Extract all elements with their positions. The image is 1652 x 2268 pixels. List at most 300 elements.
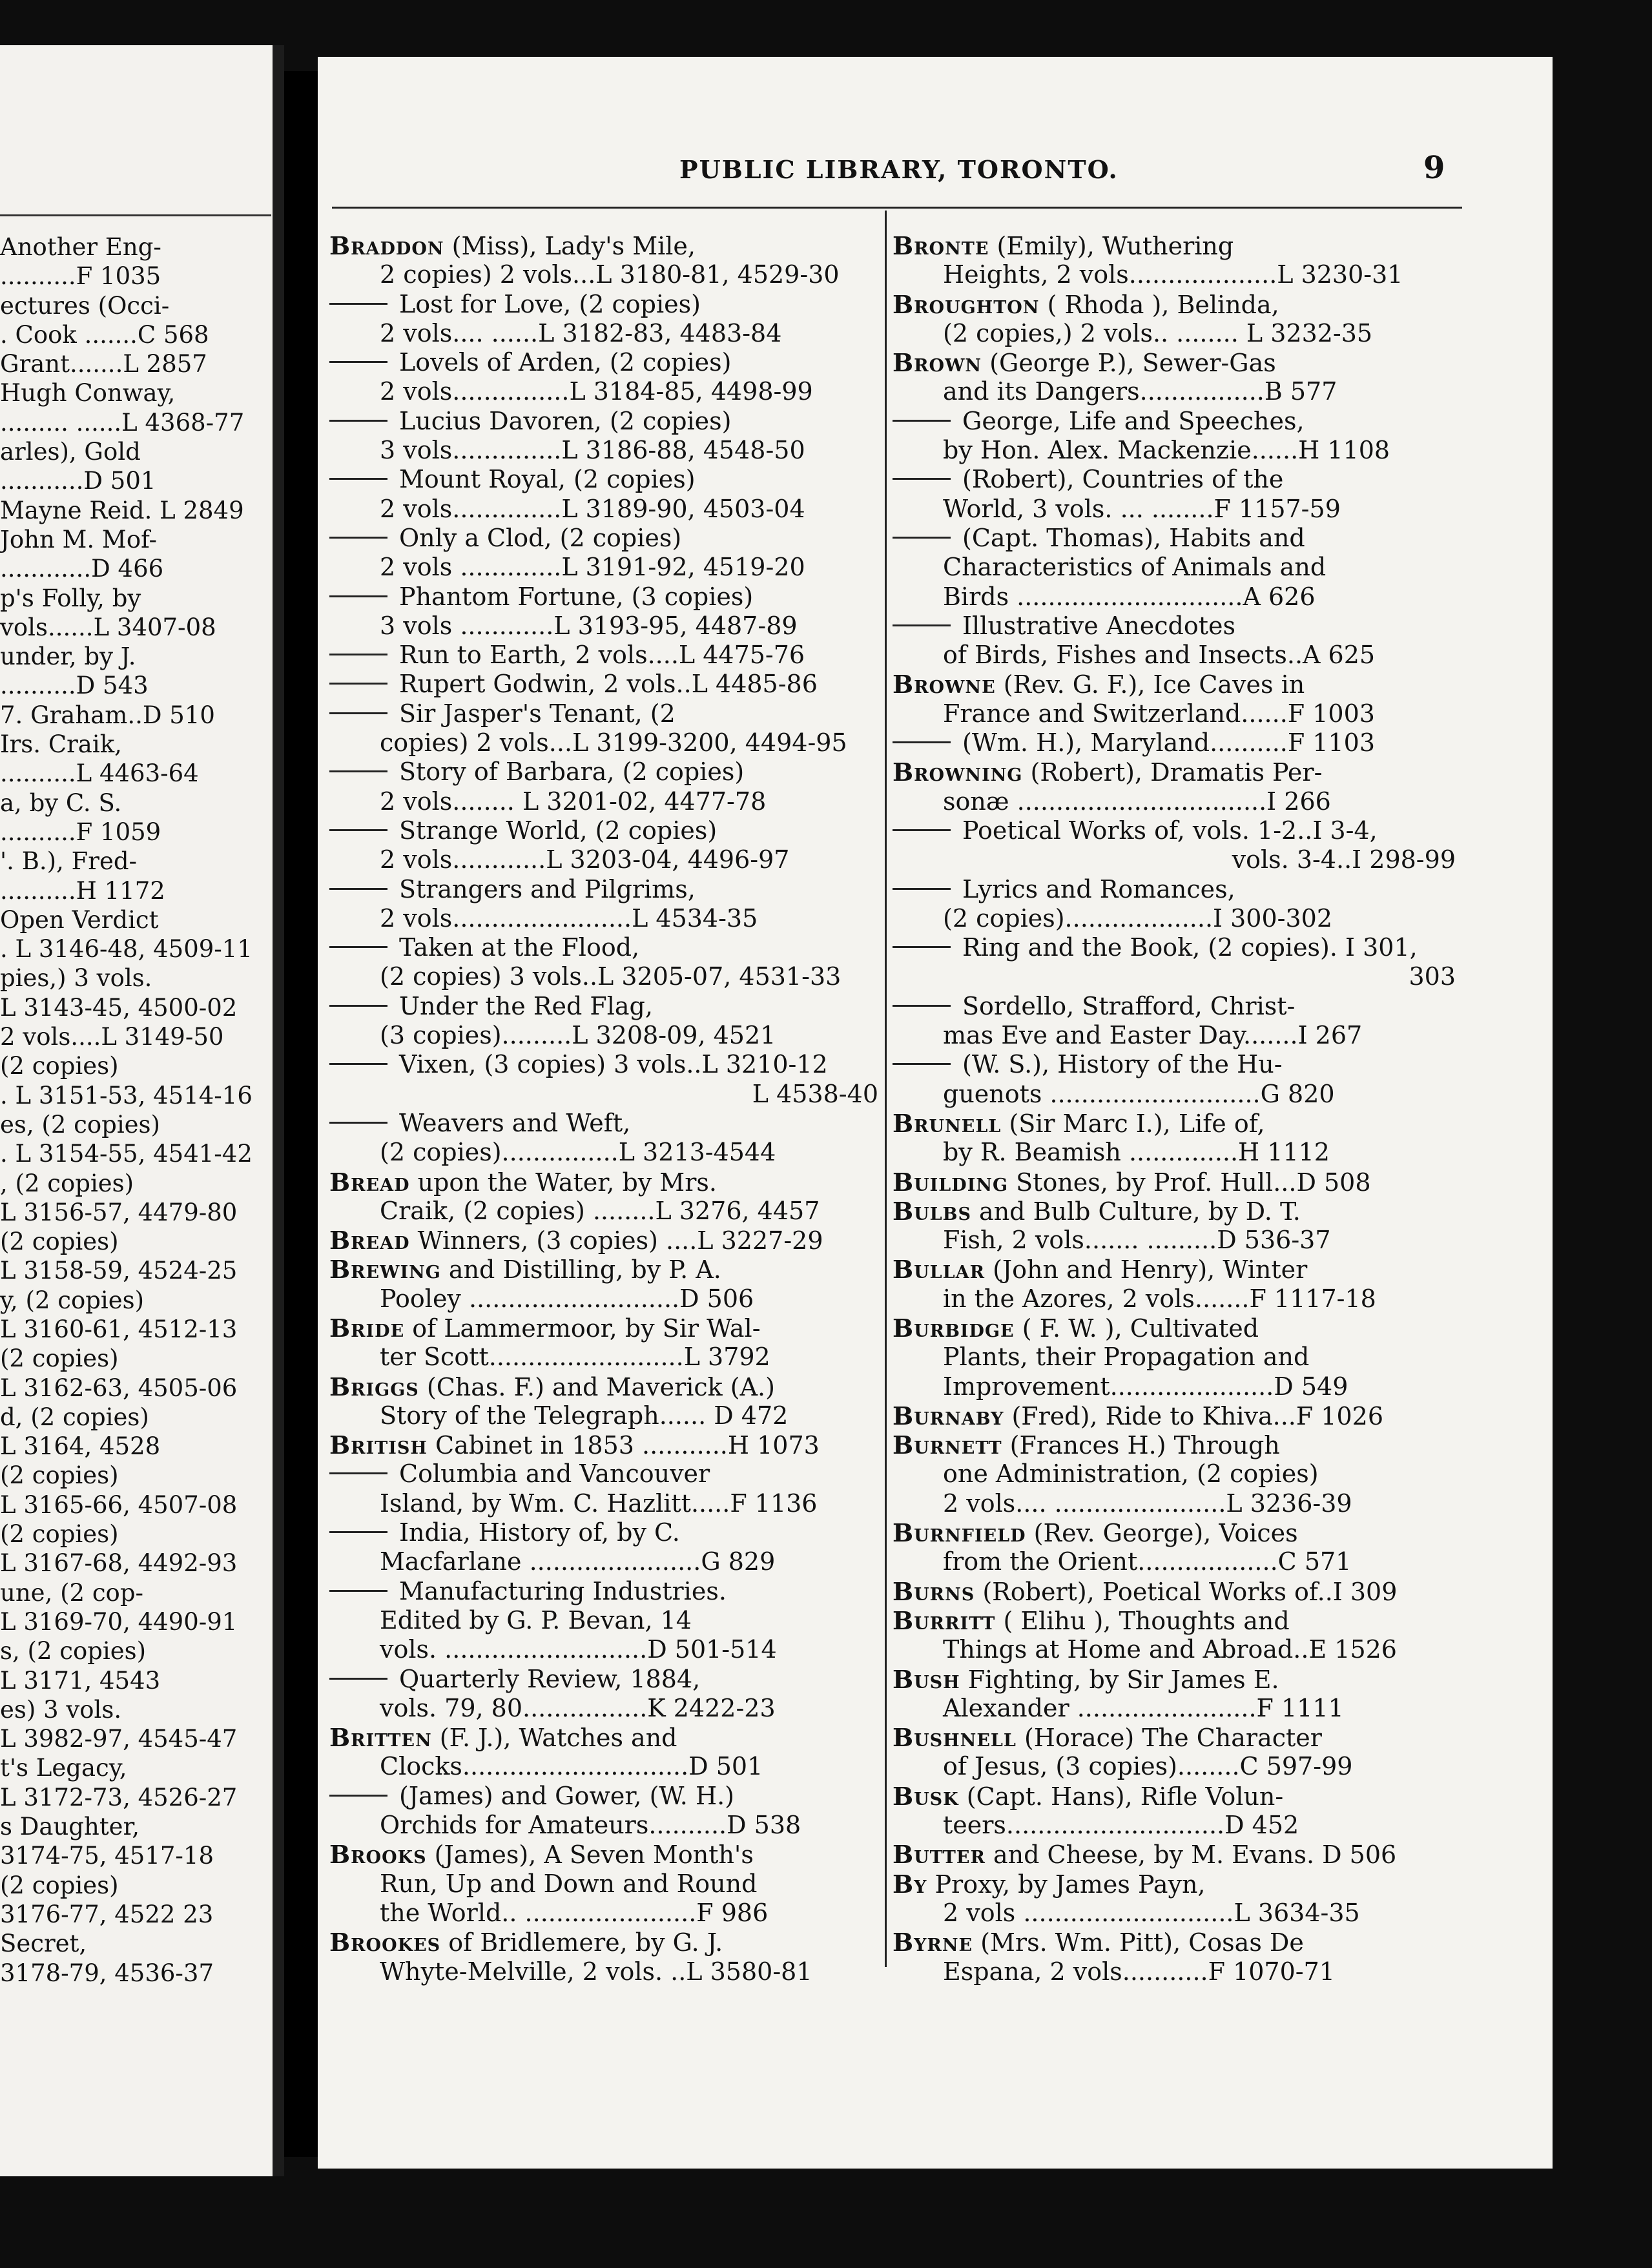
entry-text: Only a Clod, (2 copies) [399,523,682,552]
entry-heading: Braddon [329,231,444,260]
entry-continuation: World, 3 vols. ... ........F 1157-59 [943,494,1341,523]
entry-continuation: Espana, 2 vols...........F 1070-71 [943,1957,1335,1986]
left-page-line: L 3162-63, 4505-06 [0,1374,238,1402]
catalog-entry-line [893,407,1456,436]
left-page-line: Another Eng- [0,233,161,261]
catalog-entry-line [893,1870,1456,1899]
left-page-line: (2 copies) [0,1871,119,1899]
catalog-entry-line [893,1665,1456,1694]
entry-heading: Burritt [893,1605,996,1635]
entry-text: and Distilling, by P. A. [440,1255,721,1284]
catalog-entry-line [893,1109,1456,1138]
catalog-entry-line [893,875,1456,904]
catalog-entry-line [893,260,1456,289]
catalog-entry-line [329,465,878,494]
entry-heading: Burns [893,1576,975,1606]
entry-continuation: Orchids for Amateurs..........D 538 [380,1811,801,1840]
left-page-line: (2 copies) [0,1345,119,1373]
catalog-entry-line [329,231,878,260]
catalog-entry-line [329,348,878,377]
entry-continuation: 2 vols.... ......L 3182-83, 4483-84 [380,318,782,347]
catalog-entry-line [329,1314,878,1343]
ditto-dash [329,537,387,539]
entry-heading: Brewing [329,1255,441,1284]
entry-text: (Emily), Wuthering [989,232,1234,260]
entry-continuation: (2 copies) 3 vols..L 3205-07, 4531-33 [380,962,841,991]
facing-page-left [0,45,276,2176]
catalog-entry-line [893,758,1456,787]
entry-text: Run to Earth, 2 vols....L 4475-76 [399,641,805,670]
ditto-dash [893,1005,951,1007]
catalog-entry-line [893,1168,1456,1197]
entry-continuation: teers............................D 452 [943,1811,1299,1840]
catalog-entry-line [329,1577,878,1606]
left-page-line: John M. Mof- [0,525,157,553]
entry-heading: Brookes [329,1928,441,1957]
catalog-entry-line [329,816,878,845]
entry-continuation: 2 vols.......................L 4534-35 [380,903,758,933]
catalog-entry-line [329,1021,878,1050]
catalog-entry-line [329,875,878,904]
entry-continuation: Alexander .......................F 1111 [943,1693,1344,1722]
catalog-entry-line [893,1723,1456,1752]
entry-text: (Chas. F.) and Maverick (A.) [418,1372,775,1401]
entry-text: Ring and the Book, (2 copies). I 301, [962,933,1418,962]
page-number: 9 [1423,150,1445,186]
catalog-entry-line [893,1606,1456,1635]
entry-continuation: Things at Home and Abroad..E 1526 [943,1635,1397,1664]
entry-continuation: France and Switzerland......F 1003 [943,699,1375,728]
left-page-line: L 3164, 4528 [0,1432,161,1461]
catalog-entry-line [893,845,1456,874]
entry-text: Strange World, (2 copies) [399,816,718,845]
ditto-dash [893,420,951,422]
entry-text: (George P.), Sewer-Gas [982,349,1276,378]
header-rule [332,207,1462,209]
entry-text: Story of Barbara, (2 copies) [399,758,745,787]
entry-text: Sordello, Strafford, Christ- [962,991,1296,1020]
entry-heading: Bulbs [893,1196,971,1226]
entry-text: ( Elihu ), Thoughts and [995,1606,1290,1635]
left-page-line: under, by J. [0,643,136,671]
catalog-entry-line [893,1811,1456,1840]
left-page-line: arles), Gold [0,438,141,466]
ditto-dash [329,478,387,480]
entry-text: Mount Royal, (2 copies) [399,465,696,494]
entry-continuation: 3 vols ............L 3193-95, 4487-89 [380,611,798,640]
entry-continuation: 2 vols.... ......................L 3236-39 [943,1489,1352,1518]
entry-text: (Fred), Ride to Khiva...F 1026 [1004,1401,1384,1430]
catalog-entry-line [893,231,1456,260]
column-divider [885,211,887,1967]
left-page-line: L 3143-45, 4500-02 [0,993,238,1022]
entry-text: (Frances H.) Through [1002,1431,1280,1460]
left-page-line: ..........H 1172 [0,876,165,905]
catalog-entry-line [329,1168,878,1197]
entry-text: (Capt. Thomas), Habits and [962,523,1305,552]
left-page-line: ......... ......L 4368-77 [0,408,245,437]
left-page-line: (2 copies) [0,1520,119,1549]
ditto-dash [329,1063,387,1065]
catalog-entry-line [893,290,1456,319]
entry-text: Lovels of Arden, (2 copies) [399,348,732,377]
left-page-line: t's Legacy, [0,1754,127,1782]
ditto-dash [893,888,951,890]
entry-text: Illustrative Anecdotes [962,611,1235,640]
entry-continuation: vols. 3-4..I 298-99 [1232,845,1456,874]
ditto-dash [329,654,387,655]
entry-continuation: vols. 79, 80................K 2422-23 [380,1693,776,1722]
entry-continuation: ter Scott.........................L 3792 [380,1343,770,1372]
entry-continuation: by Hon. Alex. Mackenzie......H 1108 [943,436,1390,465]
entry-text: (Miss), Lady's Mile, [444,232,696,260]
entry-text: of Lammermoor, by Sir Wal- [404,1314,761,1343]
catalog-entry-line [329,436,878,465]
entry-text: (Robert), Countries of the [962,465,1284,494]
entry-text: (Rev. G. F.), Ice Caves in [995,670,1305,699]
left-page-line: ..........F 1059 [0,818,161,846]
catalog-entry-line [329,1694,878,1723]
entry-continuation: Island, by Wm. C. Hazlitt.....F 1136 [380,1489,818,1518]
entry-text: (Wm. H.), Maryland..........F 1103 [962,728,1376,758]
ditto-dash [893,624,951,626]
left-page-line: vols......L 3407-08 [0,613,216,641]
entry-text: Proxy, by James Payn, [927,1870,1206,1899]
left-page-column [0,232,265,1988]
entry-heading: Browning [893,758,1023,787]
page-gutter [273,45,284,2176]
catalog-entry-line [893,465,1456,494]
catalog-entry-line [893,319,1456,348]
catalog-entry-line [893,1401,1456,1430]
entry-text: and Bulb Culture, by D. T. [971,1197,1301,1226]
entry-heading: Bread [329,1167,410,1197]
entry-heading: Bush [893,1664,960,1694]
left-page-line: L 3158-59, 4524-25 [0,1257,238,1285]
entry-text: Poetical Works of, vols. 1-2..I 3-4, [962,816,1378,845]
entry-heading: Brooks [329,1840,427,1870]
entry-continuation: by R. Beamish ..............H 1112 [943,1138,1330,1167]
entry-continuation: 2 vols .............L 3191-92, 4519-20 [380,553,805,582]
entry-text: Strangers and Pilgrims, [399,874,696,903]
entry-heading: Burnaby [893,1401,1004,1430]
ditto-dash [329,829,387,831]
catalog-entry-line [329,699,878,728]
catalog-entry-line [329,1870,878,1899]
entry-continuation: L 4538-40 [752,1079,878,1108]
catalog-entry-line [893,1752,1456,1781]
entry-text: upon the Water, by Mrs. [409,1168,717,1197]
catalog-entry-line [329,933,878,962]
catalog-entry-line [893,1957,1456,1986]
catalog-entry-line [893,1197,1456,1226]
entry-text: Weavers and Weft, [399,1108,631,1137]
entry-continuation: 303 [1409,962,1456,991]
entry-text: and Cheese, by M. Evans. D 506 [985,1840,1397,1870]
entry-continuation: Whyte-Melville, 2 vols. ..L 3580-81 [380,1957,812,1986]
catalog-entry-line [893,1459,1456,1489]
entry-continuation: vols. ..........................D 501-514 [380,1635,777,1664]
entry-continuation: copies) 2 vols...L 3199-3200, 4494-95 [380,728,847,758]
entry-continuation: Run, Up and Down and Round [380,1869,758,1898]
left-page-line: Irs. Craik, [0,730,122,759]
header-rule-left [0,214,271,216]
entry-text: (John and Henry), Winter [985,1255,1308,1284]
entry-heading: Burnfield [893,1518,1026,1548]
entry-continuation: 2 vols............L 3203-04, 4496-97 [380,845,790,874]
left-page-line: ectures (Occi- [0,291,170,320]
catalog-entry-line [329,1665,878,1694]
catalog-entry-line [893,1080,1456,1109]
left-page-line: L 3171, 4543 [0,1666,161,1695]
catalog-entry-line [329,553,878,582]
left-page-line: . Cook .......C 568 [0,320,209,349]
entry-text: India, History of, by C. [399,1518,680,1547]
catalog-entry-line [893,1314,1456,1343]
entry-heading: Butter [893,1840,986,1870]
entry-text: (Capt. Hans), Rifle Volun- [958,1782,1284,1811]
catalog-entry-line [893,436,1456,465]
catalog-entry-line [329,1899,878,1928]
catalog-entry-line [893,641,1456,670]
catalog-entry-line [329,1197,878,1226]
catalog-column-right [893,231,1456,1986]
entry-text: Lucius Davoren, (2 copies) [399,406,732,435]
left-page-line: L 3156-57, 4479-80 [0,1198,238,1226]
entry-heading: Bronte [893,231,989,260]
entry-continuation: Birds .............................A 626 [943,582,1316,611]
catalog-entry-line [893,1840,1456,1869]
catalog-entry-line [329,1606,878,1635]
ditto-dash [893,478,951,480]
entry-text: Sir Jasper's Tenant, (2 [399,699,676,728]
catalog-entry-line [329,1928,878,1957]
entry-heading: Broughton [893,289,1040,319]
left-page-line: ..........F 1035 [0,262,161,291]
catalog-entry-line [329,1284,878,1314]
entry-continuation: 2 vols...............L 3184-85, 4498-99 [380,377,813,406]
entry-text: (Mrs. Wm. Pitt), Cosas De [973,1928,1304,1957]
entry-continuation: Plants, their Propagation and [943,1343,1310,1372]
left-page-line: es) 3 vols. [0,1695,122,1724]
entry-text: Fighting, by Sir James E. [960,1665,1279,1694]
catalog-entry-line [329,1226,878,1255]
catalog-entry-line [329,904,878,933]
catalog-entry-line [893,1899,1456,1928]
left-page-line: (2 copies) [0,1052,119,1080]
catalog-entry-line [329,407,878,436]
ditto-dash [329,1795,387,1797]
left-page-line: ..........L 4463-64 [0,759,199,788]
catalog-entry-line [893,1782,1456,1811]
left-page-line: L 3160-61, 4512-13 [0,1315,238,1343]
left-page-line: une, (2 cop- [0,1578,143,1607]
left-page-line: y, (2 copies) [0,1286,145,1314]
catalog-entry-line [329,1752,878,1781]
entry-text: Lyrics and Romances, [962,874,1235,903]
catalog-entry-line [893,992,1456,1021]
catalog-entry-line [893,1138,1456,1167]
entry-heading: Browne [893,670,996,699]
entry-continuation: (2 copies)...............L 3213-4544 [380,1138,776,1167]
catalog-entry-line [329,1489,878,1518]
catalog-entry-line [329,1080,878,1109]
catalog-entry-line [893,670,1456,699]
catalog-entry-line [329,377,878,406]
entry-heading: Byrne [893,1928,973,1957]
catalog-entry-line [893,553,1456,582]
entry-continuation: of Birds, Fishes and Insects..A 625 [943,641,1376,670]
left-page-line: L 3172-73, 4526-27 [0,1783,238,1811]
left-page-line: . L 3151-53, 4514-16 [0,1081,253,1109]
entry-continuation: 2 copies) 2 vols...L 3180-81, 4529-30 [380,260,840,289]
entry-text: Taken at the Flood, [399,933,640,962]
catalog-entry-line [893,1577,1456,1606]
catalog-entry-line [329,641,878,670]
catalog-entry-line [893,1518,1456,1547]
catalog-entry-line [329,319,878,348]
left-page-line: ............D 466 [0,555,164,583]
entry-continuation: 2 vols ...........................L 3634-35 [943,1898,1360,1927]
catalog-entry-line [329,1547,878,1576]
ditto-dash [329,888,387,890]
entry-continuation: Characteristics of Animals and [943,553,1327,582]
left-page-line: '. B.), Fred- [0,847,138,876]
entry-continuation: Heights, 2 vols...................L 3230-31 [943,260,1403,289]
left-page-line: Grant.......L 2857 [0,350,207,378]
ditto-dash [329,683,387,685]
page-header [318,150,1553,194]
left-page-line: Open Verdict [0,905,159,934]
catalog-entry-line [329,582,878,612]
entry-text: Phantom Fortune, (3 copies) [399,582,754,611]
left-page-line: pies,) 3 vols. [0,964,152,993]
entry-heading: Busk [893,1781,959,1811]
catalog-entry-line [329,1109,878,1138]
catalog-page [318,57,1553,2169]
catalog-entry-line [329,1050,878,1079]
catalog-entry-line [329,1343,878,1372]
entry-continuation: Story of the Telegraph...... D 472 [380,1401,789,1430]
entry-continuation: and its Dangers................B 577 [943,377,1337,406]
catalog-entry-line [329,728,878,758]
catalog-entry-line [329,992,878,1021]
ditto-dash [329,1678,387,1680]
left-page-line: 3176-77, 4522 23 [0,1900,214,1928]
catalog-entry-line [893,1226,1456,1255]
left-page-line: 3178-79, 4536-37 [0,1959,214,1987]
entry-heading: Bread [329,1226,410,1255]
entry-text: Winners, (3 copies) ....L 3227-29 [409,1226,823,1255]
entry-text: Stones, by Prof. Hull...D 508 [1008,1168,1371,1197]
catalog-column-left [329,231,878,1986]
ditto-dash [329,1472,387,1474]
ditto-dash [329,770,387,772]
entry-heading: Burbidge [893,1313,1015,1343]
left-page-line: ...........D 501 [0,467,156,495]
catalog-entry-line [893,1255,1456,1284]
entry-text: Manufacturing Industries. [399,1576,727,1605]
entry-heading: Briggs [329,1372,419,1401]
catalog-entry-line [329,1840,878,1869]
left-page-line: L 3982-97, 4545-47 [0,1725,238,1753]
entry-text: George, Life and Speeches, [962,406,1305,435]
catalog-entry-line [329,290,878,319]
ditto-dash [329,1122,387,1124]
entry-text: (Robert), Poetical Works of..I 309 [975,1577,1398,1606]
entry-continuation: (2 copies,) 2 vols.. ........ L 3232-35 [943,318,1373,347]
ditto-dash [329,595,387,597]
catalog-entry-line [329,1430,878,1459]
catalog-entry-line [329,1957,878,1986]
entry-continuation: Macfarlane ......................G 829 [380,1547,776,1576]
entry-heading: Building [893,1167,1009,1197]
left-page-line: d, (2 copies) [0,1403,149,1431]
catalog-entry-line [893,1343,1456,1372]
entry-heading: By [893,1869,927,1899]
running-head: PUBLIC LIBRARY, TORONTO. [679,155,1119,184]
ditto-dash [329,946,387,948]
entry-text: (Sir Marc I.), Life of, [1001,1109,1265,1138]
catalog-entry-line [893,1547,1456,1576]
entry-text: Columbia and Vancouver [399,1459,710,1489]
ditto-dash [329,1005,387,1007]
catalog-entry-line [893,904,1456,933]
entry-text: Cabinet in 1853 ...........H 1073 [427,1431,820,1460]
catalog-entry-line [329,1723,878,1752]
left-page-line: p's Folly, by [0,584,141,612]
catalog-entry-line [893,524,1456,553]
entry-continuation: Clocks.............................D 501 [380,1752,763,1781]
catalog-entry-line [893,1372,1456,1401]
entry-text: Rupert Godwin, 2 vols..L 4485-86 [399,670,818,699]
entry-continuation: one Administration, (2 copies) [943,1459,1319,1489]
book-spine [284,71,318,2157]
left-page-line: L 3167-68, 4492-93 [0,1549,238,1578]
entry-continuation: in the Azores, 2 vols.......F 1117-18 [943,1284,1376,1313]
ditto-dash [329,303,387,305]
entry-heading: Bullar [893,1255,986,1284]
entry-text: ( Rhoda ), Belinda, [1039,290,1279,319]
entry-continuation: sonæ ................................I 266 [943,787,1331,816]
catalog-entry-line [329,1255,878,1284]
entry-text: (Rev. George), Voices [1026,1519,1298,1548]
entry-continuation: 2 vols..............L 3189-90, 4503-04 [380,494,805,523]
left-page-line: (2 copies) [0,1228,119,1256]
ditto-dash [329,361,387,363]
catalog-entry-line [329,1782,878,1811]
catalog-entry-line [329,1372,878,1401]
entry-text: of Bridlemere, by G. J. [440,1928,723,1957]
catalog-entry-line [329,1459,878,1489]
entry-text: Under the Red Flag, [399,991,653,1020]
catalog-entry-line [893,787,1456,816]
left-page-line: Hugh Conway, [0,379,176,407]
left-page-line: 3174-75, 4517-18 [0,1842,214,1870]
catalog-entry-line [329,1401,878,1430]
catalog-entry-line [329,962,878,991]
catalog-entry-line [329,787,878,816]
catalog-entry-line [893,582,1456,612]
entry-text: (James), A Seven Month's [426,1840,754,1870]
catalog-entry-line [329,260,878,289]
ditto-dash [893,1063,951,1065]
entry-text: (Horace) The Character [1016,1724,1322,1753]
entry-continuation: of Jesus, (3 copies)........C 597-99 [943,1752,1353,1781]
entry-continuation: the World.. ......................F 986 [380,1898,769,1927]
entry-continuation: (3 copies).........L 3208-09, 4521 [380,1021,776,1050]
catalog-entry-line [893,728,1456,758]
